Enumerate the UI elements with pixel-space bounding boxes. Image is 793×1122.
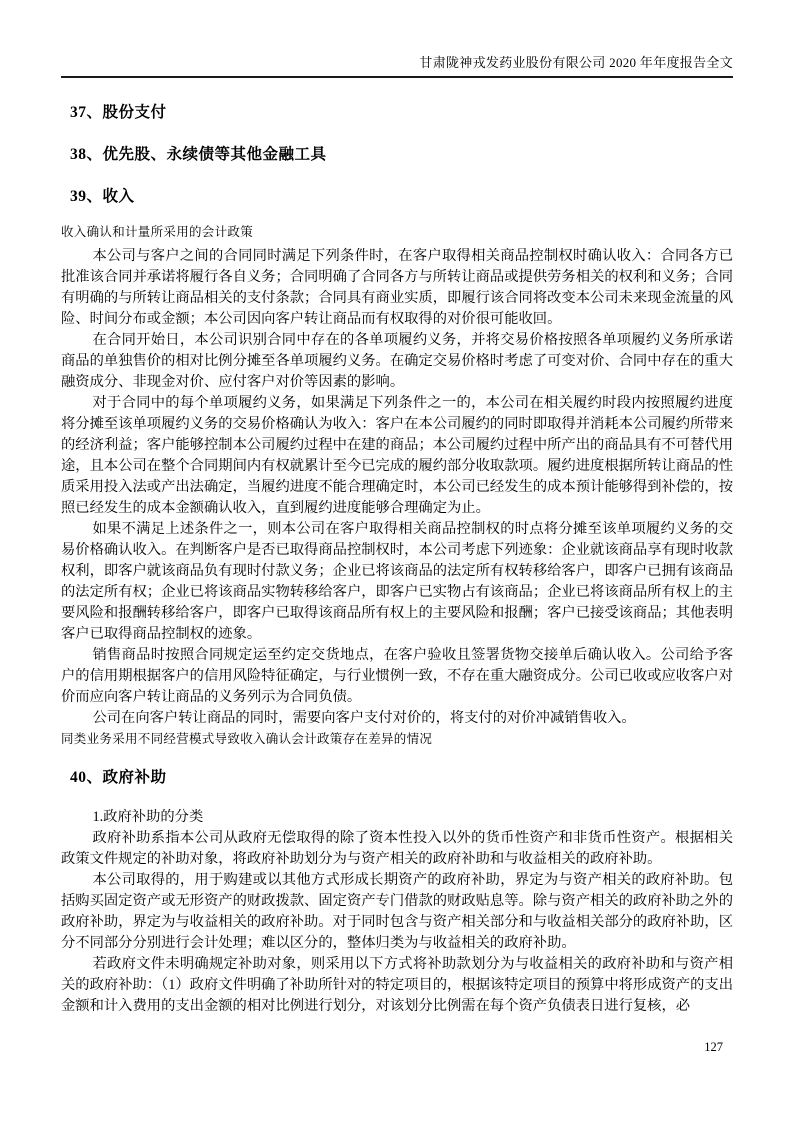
section-heading-38: 38、优先股、永续债等其他金融工具	[70, 146, 327, 163]
paragraph-subsidy-3: 若政府文件未明确规定补助对象，则采用以下方式将补助款划分为与收益相关的政府补助和与资产相关的政府补助：（1）政府文件明确了补助所针对的特定项目的，根据该特定项目的预算中将形成资产的支出金额和计入费用的支出金额的相对比例进行划分，对该划分比例需在每个资产负债表日进行复核，必	[61, 956, 733, 1014]
section-heading-37: 37、股份支付	[70, 104, 167, 121]
section-heading-39: 39、收入	[70, 188, 135, 205]
page-header	[61, 55, 733, 78]
paragraph-revenue-3: 对于合同中的每个单项履约义务，如果满足下列条件之一的，本公司在相关履约时段内按照履约进度将分摊至该单项履约义务的交易价格确认为收入：客户在本公司履约的同时即取得并消耗本公司履约所带来的经济利益；客户能够控制本公司履约过程中在建的商品；本公司履约过程中所产出的商品具有不可替代用途，且本公司在整个合同期间内有权就累计至今已完成的履约部分收取款项。履约进度根据所转让商品的性质采用投入法或产出法确定，当履约进度不能合理确定时，本公司已经发生的成本预计能够得到补偿的，按照已经发生的成本金额确认收入，直到履约进度能够合理确定为止。	[61, 395, 733, 516]
page-number: 127	[704, 1040, 723, 1054]
paragraph-subsidy-classification-title: 1.政府补助的分类	[92, 809, 204, 825]
report-header-title: 甘肃陇神戎发药业股份有限公司 2020 年年度报告全文	[419, 55, 733, 70]
paragraph-revenue-6: 公司在向客户转让商品的同时，需要向客户支付对价的，将支付的对价冲减销售收入。	[92, 710, 636, 726]
paragraph-subsidy-1: 政府补助系指本公司从政府无偿取得的除了资本性投入以外的货币性资产和非货币性资产。根据相关政策文件规定的补助对象，将政府补助划分为与资产相关的政府补助和与收益相关的政府补助。	[61, 830, 733, 867]
document-body	[61, 104, 733, 1017]
revenue-models-difference-note: 同类业务采用不同经营模式导致收入确认会计政策存在差异的情况	[61, 732, 433, 746]
revenue-policy-note: 收入确认和计量所采用的会计政策	[61, 225, 254, 239]
paragraph-revenue-2: 在合同开始日，本公司识别合同中存在的各单项履约义务，并将交易价格按照各单项履约义务所承诺商品的单独售价的相对比例分摊至各单项履约义务。在确定交易价格时考虑了可变对价、合同中存在的重大融资成分、非现金对价、应付客户对价等因素的影响。	[61, 332, 733, 390]
paragraph-revenue-5: 销售商品时按照合同规定运至约定交货地点，在客户验收且签署货物交接单后确认收入。公司给予客户的信用期根据客户的信用风险特征确定，与行业惯例一致，不存在重大融资成分。公司已收或应收客户对价而应向客户转让商品的义务列示为合同负债。	[61, 647, 733, 705]
paragraph-subsidy-2: 本公司取得的，用于购建或以其他方式形成长期资产的政府补助，界定为与资产相关的政府补助。包括购买固定资产或无形资产的财政拨款、固定资产专门借款的财政贴息等。除与资产相关的政府补助之外的政府补助，界定为与收益相关的政府补助。对于同时包含与资产相关部分和与收益相关部分的政府补助，区分不同部分分别进行会计处理；难以区分的，整体归类为与收益相关的政府补助。	[61, 872, 733, 951]
paragraph-revenue-1: 本公司与客户之间的合同同时满足下列条件时，在客户取得相关商品控制权时确认收入：合同各方已批准该合同并承诺将履行各自义务；合同明确了合同各方与所转让商品或提供劳务相关的权利和义务；合同有明确的与所转让商品相关的支付条款；合同具有商业实质，即履行该合同将改变本公司未来现金流量的风险、时间分布或金额；本公司因向客户转让商品而有权取得的对价很可能收回。	[61, 248, 733, 327]
section-heading-40: 40、政府补助	[70, 769, 167, 786]
paragraph-revenue-4: 如果不满足上述条件之一，则本公司在客户取得相关商品控制权的时点将分摊至该单项履约义务的交易价格确认收入。在判断客户是否已取得商品控制权时，本公司考虑下列迹象：企业就该商品享有现时收款权利，即客户就该商品负有现时付款义务；企业已将该商品的法定所有权转移给客户，即客户已拥有该商品的法定所有权；企业已将该商品实物转移给客户，即客户已实物占有该商品；企业已将该商品所有权上的主要风险和报酬转移给客户，即客户已取得该商品所有权上的主要风险和报酬；客户已接受该商品；其他表明客户已取得商品控制权的迹象。	[61, 521, 733, 642]
